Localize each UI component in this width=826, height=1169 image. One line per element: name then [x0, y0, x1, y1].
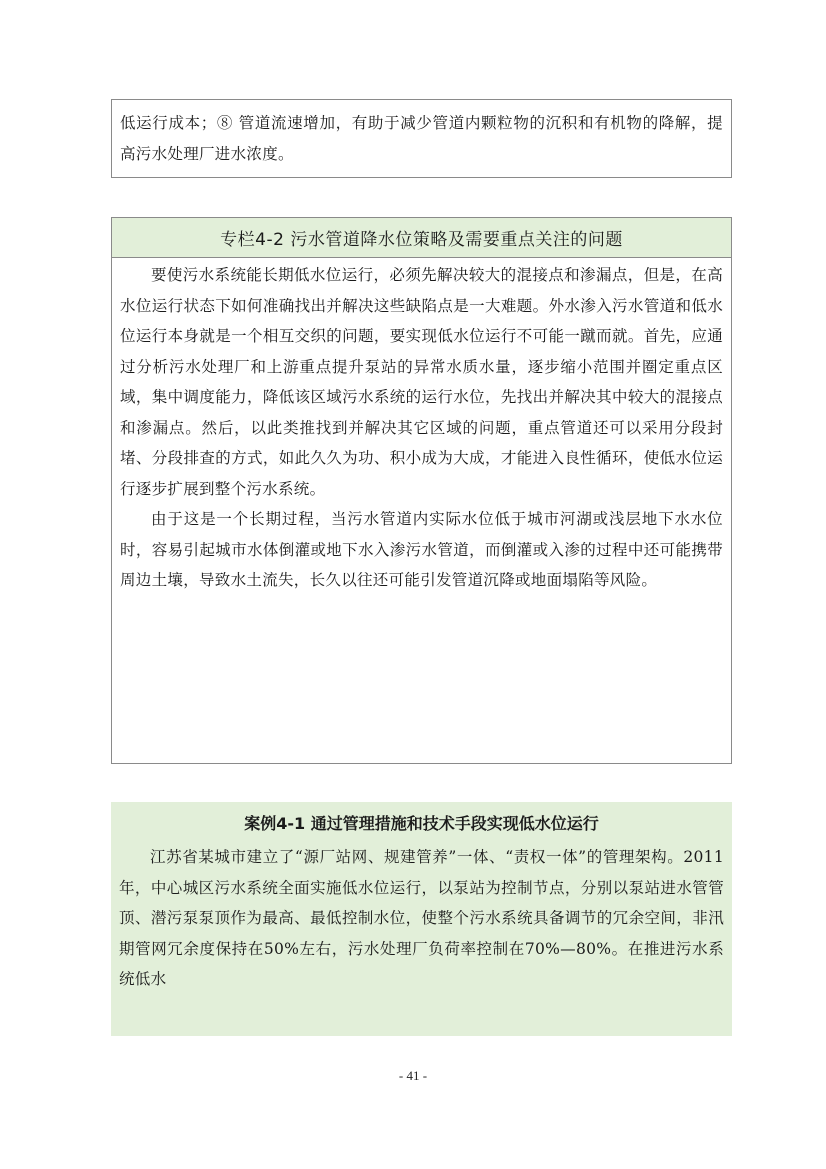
column-box-body: [112, 258, 731, 596]
column-paragraph-2: 由于这是一个长期过程，当污水管道内实际水位低于城市河湖或浅层地下水水位时，容易引起城市水体倒灌或地下水入渗污水管道，而倒灌或入渗的过程中还可能携带周边土壤，导致水土流失，长久以往还可能引发管道沉降或地面塌陷等风险。: [120, 510, 723, 589]
case-paragraph-1: 江苏省某城市建立了“源厂站网、规建管养”一体、“责权一体”的管理架构。2011年，中心城区污水系统全面实施低水位运行，以泵站为控制节点，分别以泵站进水管管顶、潜污泵泵顶作为最高、最低控制水位，使整个污水系统具备调节的冗余空间，非汛期管网冗余度保持在50%左右，污水处理厂负荷率控制在70%—80%。在推进污水系统低水: [119, 848, 724, 988]
case-box-title: 案例4-1 通过管理措施和技术手段实现低水位运行: [244, 814, 599, 833]
page-number: - 41 -: [398, 1068, 428, 1083]
column-paragraph-1: 要使污水系统能长期低水位运行，必须先解决较大的混接点和渗漏点，但是，在高水位运行状态下如何准确找出并解决这些缺陷点是一大难题。外水渗入污水管道和低水位运行本身就是一个相互交织的问题，要实现低水位运行不可能一蹴而就。首先，应通过分析污水处理厂和上游重点提升泵站的异常水质水量，逐步缩小范围并圈定重点区域，集中调度能力，降低该区域污水系统的运行水位，先找出并解决其中较大的混接点和渗漏点。然后，以此类推找到并解决其它区域的问题，重点管道还可以采用分段封堵、分段排查的方式，如此久久为功、积小成为大成，才能进入良性循环，使低水位运行逐步扩展到整个污水系统。: [120, 266, 723, 498]
continuation-box: [111, 99, 732, 178]
continuation-paragraph: 低运行成本；⑧ 管道流速增加，有助于减少管道内颗粒物的沉积和有机物的降解，提高污水处理厂进水浓度。: [120, 114, 723, 163]
column-box-title: 专栏4-2 污水管道降水位策略及需要重点关注的问题: [112, 218, 731, 258]
case-box-4-1: [111, 802, 732, 1036]
column-box-4-2: [111, 217, 732, 764]
